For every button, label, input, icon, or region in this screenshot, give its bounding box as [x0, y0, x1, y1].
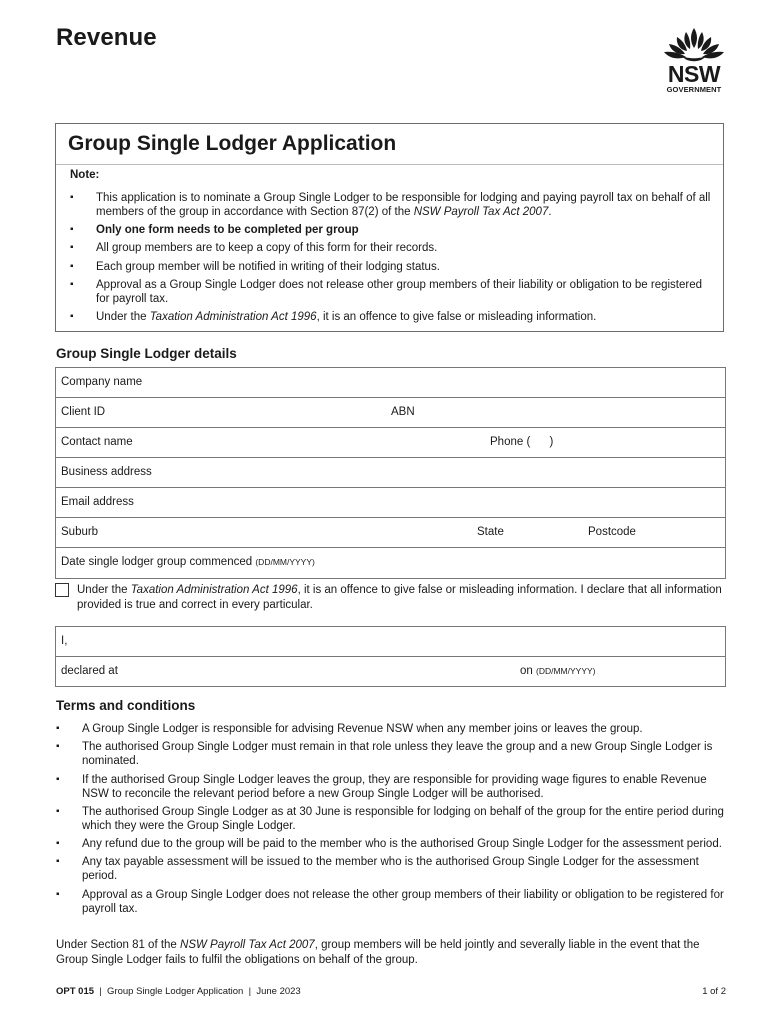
terms-list	[56, 722, 728, 920]
note-item: ▪ Under the Taxation Administration Act 1996, it is an offence to give false or misleading information.	[70, 310, 715, 324]
title-divider	[56, 164, 723, 165]
declared-at-row[interactable]	[56, 657, 725, 686]
form-title: Group Single Lodger Application	[68, 132, 397, 155]
state-label: State	[477, 526, 504, 538]
form-code: OPT 015	[56, 986, 95, 997]
note-label: Note:	[70, 169, 100, 181]
note-item: ▪ Only one form needs to be completed per group	[70, 223, 715, 237]
email-address-field[interactable]	[56, 488, 725, 518]
declaration-text: Under the Taxation Administration Act 1996, it is an offence to give false or misleading information. I declare that all information provided is true and correct in every particular.	[77, 584, 722, 611]
terms-item: ▪ Any tax payable assessment will be issued to the member who is the authorised Group Single Lodger for the assessment period.	[56, 855, 728, 883]
terms-item: ▪ Approval as a Group Single Lodger does not release the other group members of their liability or obligation to be registered for payroll tax.	[56, 888, 728, 916]
liability-statement: Under Section 81 of the NSW Payroll Tax Act 2007, group members will be held jointly and severally liable in the event that the Group Single Lodger fails to fulfil the obligations on behalf of the group.	[56, 939, 700, 966]
terms-item: ▪ Any refund due to the group will be paid to the member who is the authorised Group Single Lodger for the assessment period.	[56, 837, 728, 851]
page-number: 1 of 2	[702, 986, 726, 997]
nsw-government-logo	[656, 26, 732, 102]
declaration-checkbox[interactable]	[55, 583, 69, 597]
terms-item: ▪ The authorised Group Single Lodger as at 30 June is responsible for lodging on behalf of the group for the entire period during which they were the Group Single Lodger.	[56, 805, 728, 833]
terms-item: ▪ The authorised Group Single Lodger must remain in that role unless they leave the group and a new Group Single Lodger is nominated.	[56, 740, 728, 768]
email-address-label: Email address	[61, 496, 134, 508]
waratah-icon	[662, 26, 726, 64]
date-commenced-field[interactable]	[56, 548, 725, 578]
declarant-label: I,	[61, 635, 68, 647]
client-id-abn-row	[56, 398, 725, 428]
declared-on-label: on (DD/MM/YYYY)	[520, 665, 596, 677]
declared-at-label: declared at	[61, 665, 118, 677]
footer-text: | Group Single Lodger Application | June 2023	[94, 986, 301, 997]
note-item: ▪ All group members are to keep a copy of this form for their records.	[70, 241, 715, 255]
details-section-title: Group Single Lodger details	[56, 346, 237, 361]
contact-name-label: Contact name	[61, 436, 133, 448]
logo-subtext: GOVERNMENT	[666, 85, 722, 94]
abn-label: ABN	[391, 406, 415, 418]
client-id-label: Client ID	[61, 406, 106, 418]
note-item: ▪ Each group member will be notified in writing of their lodging status.	[70, 260, 715, 274]
suburb-label: Suburb	[61, 526, 99, 538]
contact-row	[56, 428, 725, 458]
signature-table	[55, 626, 726, 687]
suburb-state-postcode-row	[56, 518, 725, 548]
note-item: ▪ This application is to nominate a Group Single Lodger to be responsible for lodging and paying payroll tax on behalf of all members of the group in accordance with Section 87(2) of the NSW Payroll Tax Act 2007.	[70, 191, 715, 219]
postcode-label: Postcode	[588, 526, 636, 538]
note-item: ▪ Approval as a Group Single Lodger does not release other group members of their liability or obligation to be registered for payroll tax.	[70, 278, 715, 306]
terms-section-title: Terms and conditions	[56, 698, 196, 713]
company-name-label: Company name	[61, 376, 143, 388]
phone-label: Phone ( )	[490, 436, 554, 448]
note-list	[70, 191, 715, 328]
lodger-details-table	[55, 367, 726, 579]
logo-wordmark: NSW	[667, 61, 721, 87]
terms-item: ▪ If the authorised Group Single Lodger leaves the group, they are responsible for providing wage figures to enable Revenue NSW to reconcile the relevant period before a new Group Single Lodger will be authorised.	[56, 773, 728, 801]
application-note-box	[55, 123, 724, 332]
company-name-field[interactable]	[56, 368, 725, 398]
agency-name: Revenue	[56, 24, 157, 51]
business-address-label: Business address	[61, 466, 152, 478]
declarant-name-field[interactable]	[56, 627, 725, 657]
business-address-field[interactable]	[56, 458, 725, 488]
footer	[56, 986, 301, 997]
date-commenced-label: Date single lodger group commenced (DD/MM/YYYY)	[61, 556, 315, 568]
terms-item: ▪ A Group Single Lodger is responsible for advising Revenue NSW when any member joins or leaves the group.	[56, 722, 728, 736]
